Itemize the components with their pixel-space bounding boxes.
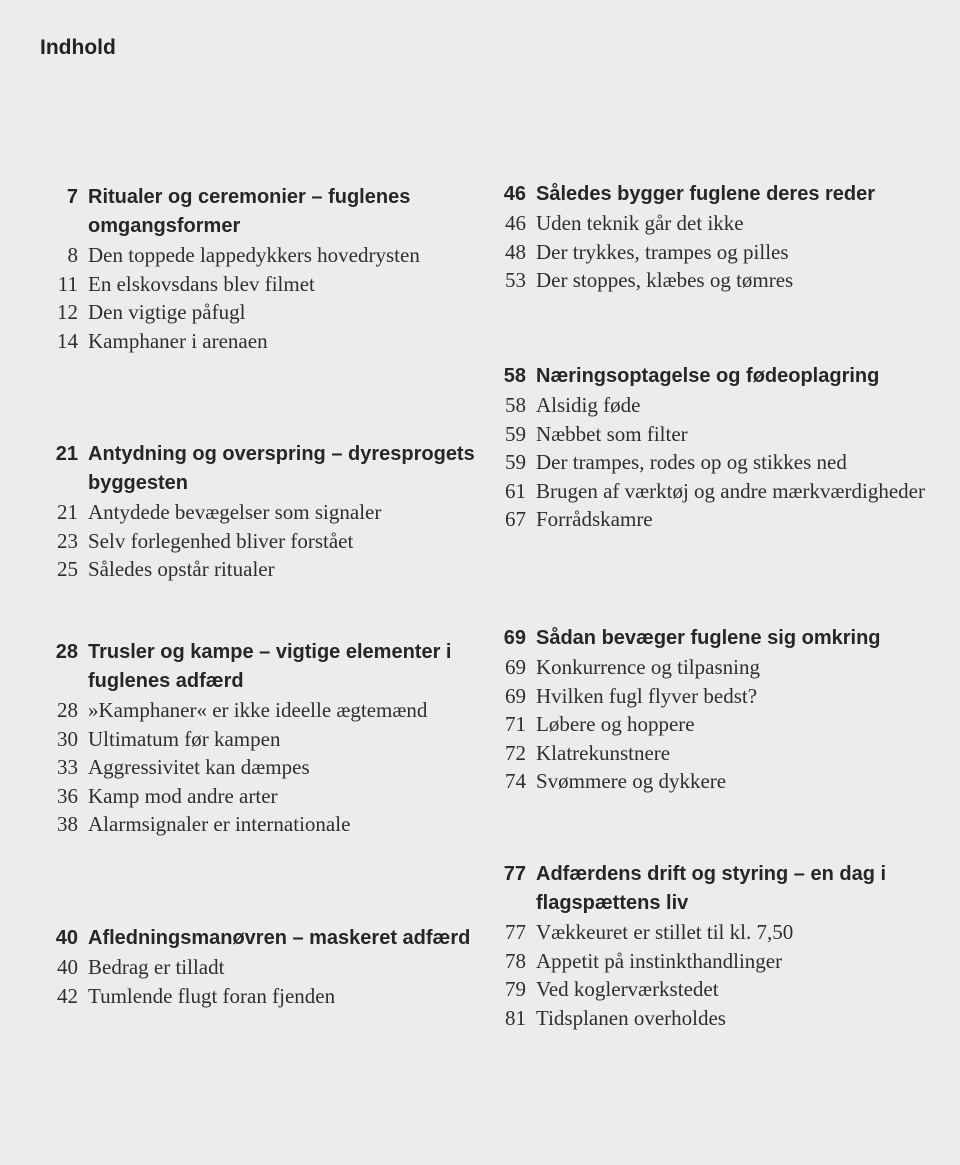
toc-entry[interactable] <box>40 953 480 982</box>
section-page-number: 58 <box>503 365 526 387</box>
toc-entry[interactable] <box>488 420 928 449</box>
entry-title: Bedrag er tilladt <box>88 955 225 979</box>
toc-section <box>40 924 480 1010</box>
section-heading[interactable] <box>40 183 480 241</box>
entry-title: Aggressivitet kan dæmpes <box>88 755 310 779</box>
entry-page-number: 11 <box>57 271 78 296</box>
section-page-number: 46 <box>503 183 526 205</box>
entry-title: Den vigtige påfugl <box>88 300 246 324</box>
section-heading[interactable] <box>40 440 480 498</box>
entry-page-number: 79 <box>505 977 526 1001</box>
entry-title: Kamphaner i arenaen <box>88 328 268 353</box>
entry-title: Konkurrence og tilpasning <box>536 655 760 679</box>
entry-page-number: 69 <box>505 683 526 708</box>
toc-entry[interactable] <box>40 782 480 811</box>
toc-entry[interactable] <box>488 739 928 768</box>
toc-entry[interactable] <box>488 266 928 295</box>
section-heading[interactable] <box>488 860 928 918</box>
entry-title: Der trampes, rodes op og stikkes ned <box>536 450 847 474</box>
section-title: Ritualer og ceremonier – fuglenes omgangsformer <box>88 186 411 237</box>
entry-page-number: 28 <box>57 698 78 722</box>
entry-title: Alarmsignaler er internationale <box>88 812 351 836</box>
entry-title: Næbbet som filter <box>536 421 688 446</box>
toc-entry[interactable] <box>488 477 928 506</box>
entry-title: Alsidig føde <box>536 393 641 417</box>
entry-page-number: 71 <box>505 712 526 736</box>
toc-section <box>488 180 928 295</box>
entry-title: Hvilken fugl flyver bedst? <box>536 683 758 708</box>
entry-title: Forrådskamre <box>536 507 653 531</box>
toc-entry[interactable] <box>488 947 928 976</box>
entry-page-number: 78 <box>505 948 526 973</box>
entry-page-number: 8 <box>67 243 78 267</box>
toc-entry[interactable] <box>488 918 928 947</box>
toc-section <box>488 860 928 1032</box>
section-page-number: 21 <box>55 443 78 465</box>
toc-entry[interactable] <box>488 1004 928 1033</box>
entry-title: Tumlende flugt foran fjenden <box>88 983 336 1008</box>
entry-title: Klatrekunstnere <box>536 740 671 765</box>
toc-section <box>40 638 480 839</box>
entry-page-number: 42 <box>57 983 78 1008</box>
entry-title: Løbere og hoppere <box>536 712 695 736</box>
toc-entry[interactable] <box>40 696 480 725</box>
entry-page-number: 53 <box>505 268 526 292</box>
section-heading[interactable] <box>40 924 480 953</box>
section-title: Således bygger fuglene deres reder <box>536 183 876 205</box>
entry-page-number: 21 <box>57 500 78 524</box>
entry-page-number: 72 <box>505 740 526 765</box>
toc-entry[interactable] <box>40 327 480 356</box>
toc-entry[interactable] <box>40 498 480 527</box>
entry-page-number: 30 <box>57 726 78 751</box>
entry-title: Appetit på instinkthandlinger <box>536 948 783 973</box>
page-title: Indhold <box>40 36 116 59</box>
entry-title: Antydede bevægelser som signaler <box>88 500 382 524</box>
section-title: Trusler og kampe – vigtige elementer i fuglenes adfærd <box>88 641 452 692</box>
entry-page-number: 12 <box>57 300 78 324</box>
section-page-number: 40 <box>55 927 78 949</box>
entry-page-number: 38 <box>57 812 78 836</box>
section-page-number: 77 <box>503 863 526 885</box>
entry-page-number: 61 <box>505 478 526 503</box>
entry-page-number: 59 <box>505 450 526 474</box>
toc-entry[interactable] <box>40 753 480 782</box>
entry-page-number: 40 <box>57 955 78 979</box>
toc-entry[interactable] <box>40 298 480 327</box>
toc-entry[interactable] <box>40 810 480 839</box>
section-heading[interactable] <box>40 638 480 696</box>
section-title: Næringsoptagelse og fødeoplagring <box>536 365 880 387</box>
entry-title: Svømmere og dykkere <box>536 769 727 793</box>
entry-title: Tidsplanen overholdes <box>536 1005 726 1030</box>
section-title: Adfærdens drift og styring – en dag i flagspættens liv <box>536 863 887 914</box>
section-title: Afledningsmanøvren – maskeret adfærd <box>88 927 471 949</box>
section-heading[interactable] <box>488 180 928 209</box>
toc-entry[interactable] <box>40 270 480 299</box>
section-title: Antydning og overspring – dyresprogets byggesten <box>88 443 475 494</box>
entry-title: Vækkeuret er stillet til kl. 7,50 <box>536 920 794 944</box>
toc-entry[interactable] <box>40 555 480 584</box>
section-heading[interactable] <box>488 362 928 391</box>
toc-entry[interactable] <box>488 238 928 267</box>
entry-page-number: 23 <box>57 528 78 553</box>
entry-title: Ultimatum før kampen <box>88 726 281 751</box>
entry-title: »Kamphaner« er ikke ideelle ægtemænd <box>88 698 428 722</box>
toc-section <box>40 183 480 355</box>
entry-page-number: 33 <box>57 755 78 779</box>
section-title: Sådan bevæger fuglene sig omkring <box>536 627 881 649</box>
entry-page-number: 25 <box>57 557 78 581</box>
toc-section <box>40 440 480 584</box>
entry-page-number: 81 <box>505 1005 526 1030</box>
toc-entry[interactable] <box>488 209 928 238</box>
section-page-number: 69 <box>503 627 526 649</box>
section-page-number: 28 <box>55 641 78 663</box>
toc-entry[interactable] <box>488 391 928 420</box>
toc-entry[interactable] <box>40 241 480 270</box>
entry-page-number: 14 <box>57 328 78 353</box>
entry-page-number: 58 <box>505 393 526 417</box>
toc-section <box>488 624 928 796</box>
entry-title: Der stoppes, klæbes og tømres <box>536 268 794 292</box>
entry-page-number: 59 <box>505 421 526 446</box>
toc-entry[interactable] <box>488 653 928 682</box>
toc-entry[interactable] <box>488 975 928 1004</box>
entry-page-number: 74 <box>505 769 526 793</box>
toc-entry[interactable] <box>40 725 480 754</box>
entry-title: Den toppede lappedykkers hovedrysten <box>88 243 420 267</box>
entry-page-number: 67 <box>505 507 526 531</box>
entry-title: Således opstår ritualer <box>88 557 275 581</box>
toc-entry[interactable] <box>488 767 928 796</box>
entry-page-number: 36 <box>57 783 78 808</box>
entry-title: Der trykkes, trampes og pilles <box>536 239 789 264</box>
toc-entry[interactable] <box>488 448 928 477</box>
entry-title: Brugen af værktøj og andre mærkværdigheder <box>536 478 925 503</box>
toc-entry[interactable] <box>40 527 480 556</box>
toc-section <box>488 362 928 534</box>
entry-page-number: 48 <box>505 239 526 264</box>
section-heading[interactable] <box>488 624 928 653</box>
entry-page-number: 46 <box>505 211 526 235</box>
toc-entry[interactable] <box>40 982 480 1011</box>
section-page-number: 7 <box>66 186 78 208</box>
toc-entry[interactable] <box>488 505 928 534</box>
entry-title: Kamp mod andre arter <box>88 783 278 808</box>
entry-title: Uden teknik går det ikke <box>536 211 744 235</box>
toc-entry[interactable] <box>488 682 928 711</box>
entry-title: Selv forlegenhed bliver forstået <box>88 528 354 553</box>
toc-entry[interactable] <box>488 710 928 739</box>
entry-page-number: 69 <box>505 655 526 679</box>
entry-page-number: 77 <box>505 920 526 944</box>
entry-title: Ved koglerværkstedet <box>536 977 719 1001</box>
entry-title: En elskovsdans blev filmet <box>88 271 315 296</box>
